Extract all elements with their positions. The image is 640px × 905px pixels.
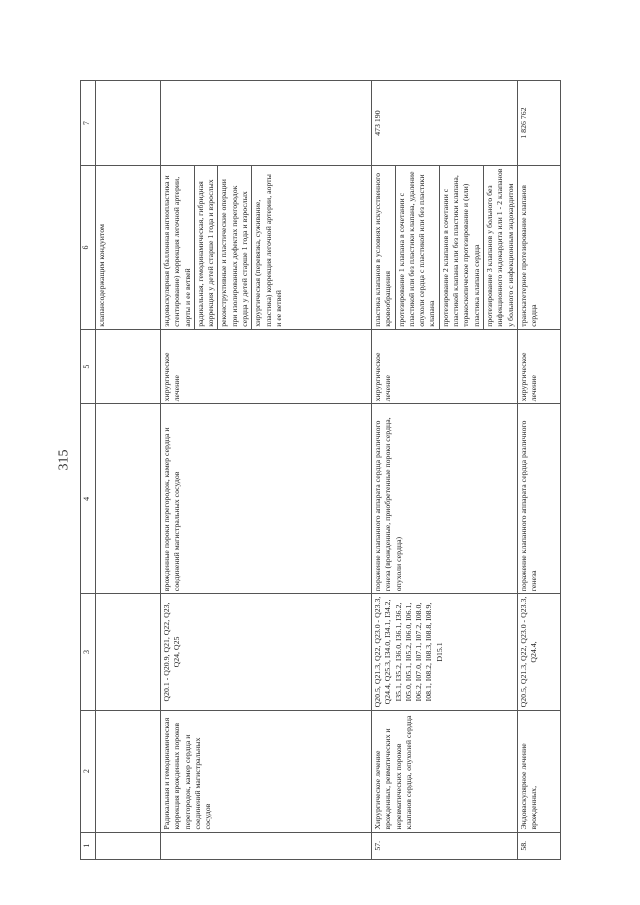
- method-item: эндоваскулярная (баллонная ангиопластика и стентирование) коррекция легочной артерии, аорты и ее ветвей: [161, 166, 195, 329]
- row-number-cell: [161, 832, 372, 859]
- header-col-1: 1: [81, 832, 96, 859]
- row-methods-cell: [517, 166, 560, 330]
- row-cost-cell: 473 190: [372, 81, 518, 166]
- row-cost-cell: [96, 81, 161, 166]
- row-number-cell: [96, 832, 161, 859]
- method-item: протезирование 1 клапана в сочетании с пластикой или без пластики клапана, удаление опухоли сердца с пластикой или без пластики клапана: [396, 166, 440, 329]
- method-item: пластика клапанов в условиях искусственного кровообращения: [372, 166, 396, 329]
- method-item: клапансодержащим кондуитом: [97, 224, 106, 327]
- method-item: радикальная, гемодинамическая, гибридная коррекция у детей старше 1 года и взрослых: [195, 166, 219, 329]
- table-header-row: [81, 81, 96, 860]
- row-number-cell: 58.: [517, 832, 560, 859]
- medical-procedures-table: [80, 80, 561, 860]
- row-model-cell: [96, 404, 161, 594]
- header-col-6: 6: [81, 166, 96, 330]
- row-name-cell: Хирургическое лечение врожденных, ревматических и неревматических пороков клапанов сердца, опухолей сердца: [372, 710, 518, 832]
- method-item: транскатетерное протезирование клапанов сердца: [518, 185, 539, 327]
- row-codes-cell: Q20.5, Q21.3, Q22, Q23.0 - Q23.3, Q24.4, Q25.3, I34.0, I34.1, I34.2, I35.1, I35.2, I36.0, I36.1, I36.2, I05.0, I05.1, I05.2, I06.0, I06.1, I06.2, I07.0, I07.1, I07.2, I08.0, I08.1, I08.2, I08.3, I08.8, I08.9, D15.1: [372, 594, 518, 711]
- table-row: [96, 81, 161, 860]
- table-row: [161, 81, 372, 860]
- table-row: [517, 81, 560, 860]
- table-row: [372, 81, 518, 860]
- header-col-3: 3: [81, 594, 96, 711]
- row-codes-cell: Q20.1 - Q20.9, Q21, Q22, Q23, Q24, Q25: [161, 594, 372, 711]
- row-name-cell: Эндоваскулярное лечение врожденных,: [517, 710, 560, 832]
- row-treatment-cell: [96, 329, 161, 404]
- method-item: протезирование 2 клапанов в сочетании с пластикой клапана или без пластики клапана, торакоскопическое протезирование и (или) пластика клапана сердца: [440, 166, 484, 329]
- method-item: протезирование 3 клапанов у больного без инфекционного эндокардита или 1 - 2 клапанов у больного с инфекционным эндокардитом: [484, 168, 515, 327]
- row-name-cell: [96, 710, 161, 832]
- row-model-cell: врожденные пороки перегородок, камер сердца и соединений магистральных сосудов: [161, 404, 372, 594]
- page-number: 315: [56, 449, 72, 471]
- row-cost-cell: 1 826 762: [517, 81, 560, 166]
- header-col-4: 4: [81, 404, 96, 594]
- row-number-cell: 57.: [372, 832, 518, 859]
- method-item: хирургическая (перевязка, суживание, пластика) коррекция легочной артерии, аорты и ее ветвей: [253, 174, 283, 327]
- row-treatment-cell: хирургическое лечение: [161, 329, 372, 404]
- header-col-5: 5: [81, 329, 96, 404]
- row-methods-cell: [161, 166, 372, 330]
- row-model-cell: поражение клапанного аппарата сердца различного генеза: [517, 404, 560, 594]
- row-model-cell: поражение клапанного аппарата сердца различного генеза (врожденные, приобретенные пороки сердца, опухоли сердца): [372, 404, 518, 594]
- row-methods-cell: [372, 166, 518, 330]
- method-item: реконструктивные и пластические операции при изолированных дефектах перегородок сердца у детей старше 1 года и взрослых: [218, 166, 252, 329]
- rotated-table-wrapper: [80, 80, 540, 860]
- row-cost-cell: [161, 81, 372, 166]
- row-codes-cell: [96, 594, 161, 711]
- header-col-2: 2: [81, 710, 96, 832]
- row-treatment-cell: хирургическое лечение: [372, 329, 518, 404]
- header-col-7: 7: [81, 81, 96, 166]
- row-methods-cell: [96, 166, 161, 330]
- row-name-cell: Радикальная и гемодинамическая коррекция врожденных пороков перегородок, камер сердца и соединений магистральных сосудов: [161, 710, 372, 832]
- row-treatment-cell: хирургическое лечение: [517, 329, 560, 404]
- row-codes-cell: Q20.5, Q21.3, Q22, Q23.0 - Q23.3, Q24.4,: [517, 594, 560, 711]
